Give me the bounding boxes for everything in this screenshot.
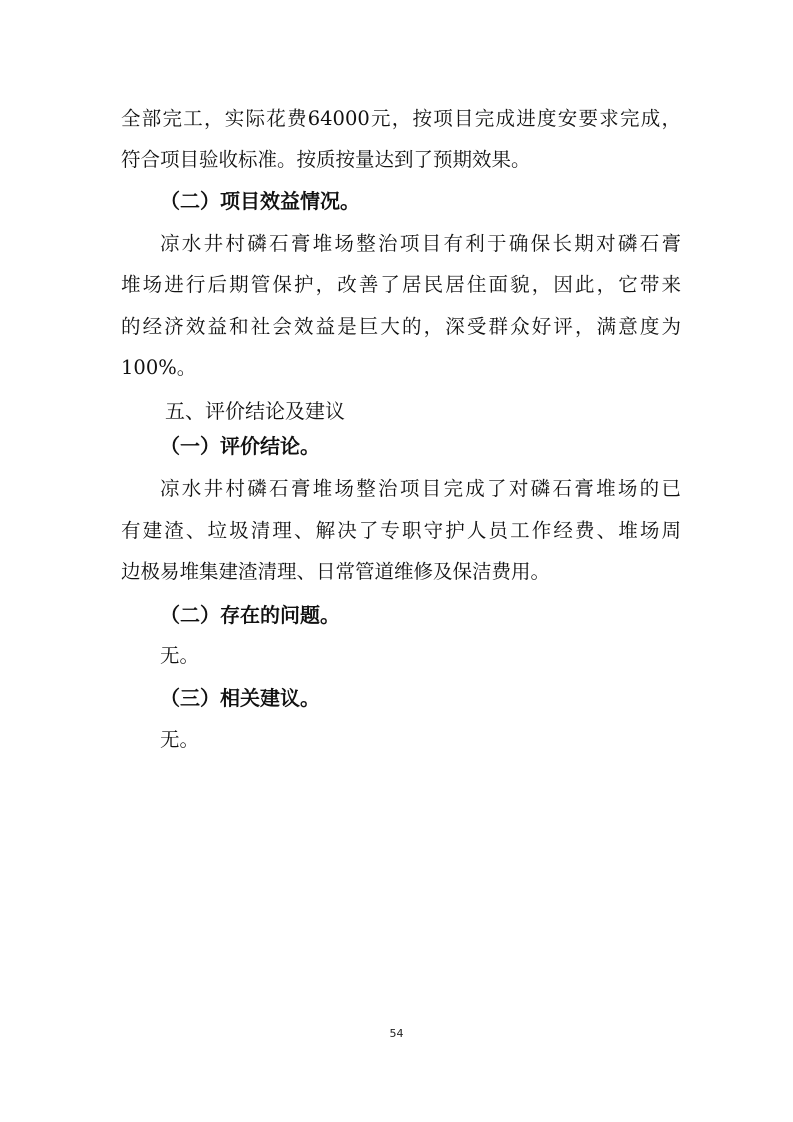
paragraph-line: 堆场进行后期管保护，改善了居民居住面貌，因此，它带来	[121, 273, 681, 296]
section-title-evaluation: 五、评价结论及建议	[165, 399, 345, 423]
paragraph-text: 无。	[160, 728, 200, 751]
paragraph-line: 有建渣、垃圾清理、解决了专职守护人员工作经费、堆场周	[121, 519, 681, 542]
paragraph-line: 边极易堆集建渣清理、日常管道维修及保洁费用。	[121, 560, 551, 583]
subheading-related-suggestions: （三）相关建议。	[160, 686, 320, 710]
page-number: 54	[389, 1027, 404, 1040]
paragraph-line: 的经济效益和社会效益是巨大的，深受群众好评，满意度为	[121, 315, 681, 338]
paragraph-line: 凉水井村磷石膏堆场整治项目有利于确保长期对磷石膏	[160, 232, 681, 255]
paragraph-text: 无。	[160, 644, 200, 667]
paragraph-line: 符合项目验收标准。按质按量达到了预期效果。	[121, 148, 531, 171]
paragraph-line: 凉水井村磷石膏堆场整治项目完成了对磷石膏堆场的已	[160, 477, 681, 500]
paragraph-line: 100%。	[121, 356, 197, 379]
subheading-evaluation-conclusion: （一）评价结论。	[160, 434, 320, 458]
subheading-existing-problems: （二）存在的问题。	[160, 603, 340, 627]
subheading-project-benefits: （二）项目效益情况。	[160, 189, 360, 213]
paragraph-line: 全部完工，实际花费64000元，按项目完成进度安要求完成，	[121, 107, 681, 130]
